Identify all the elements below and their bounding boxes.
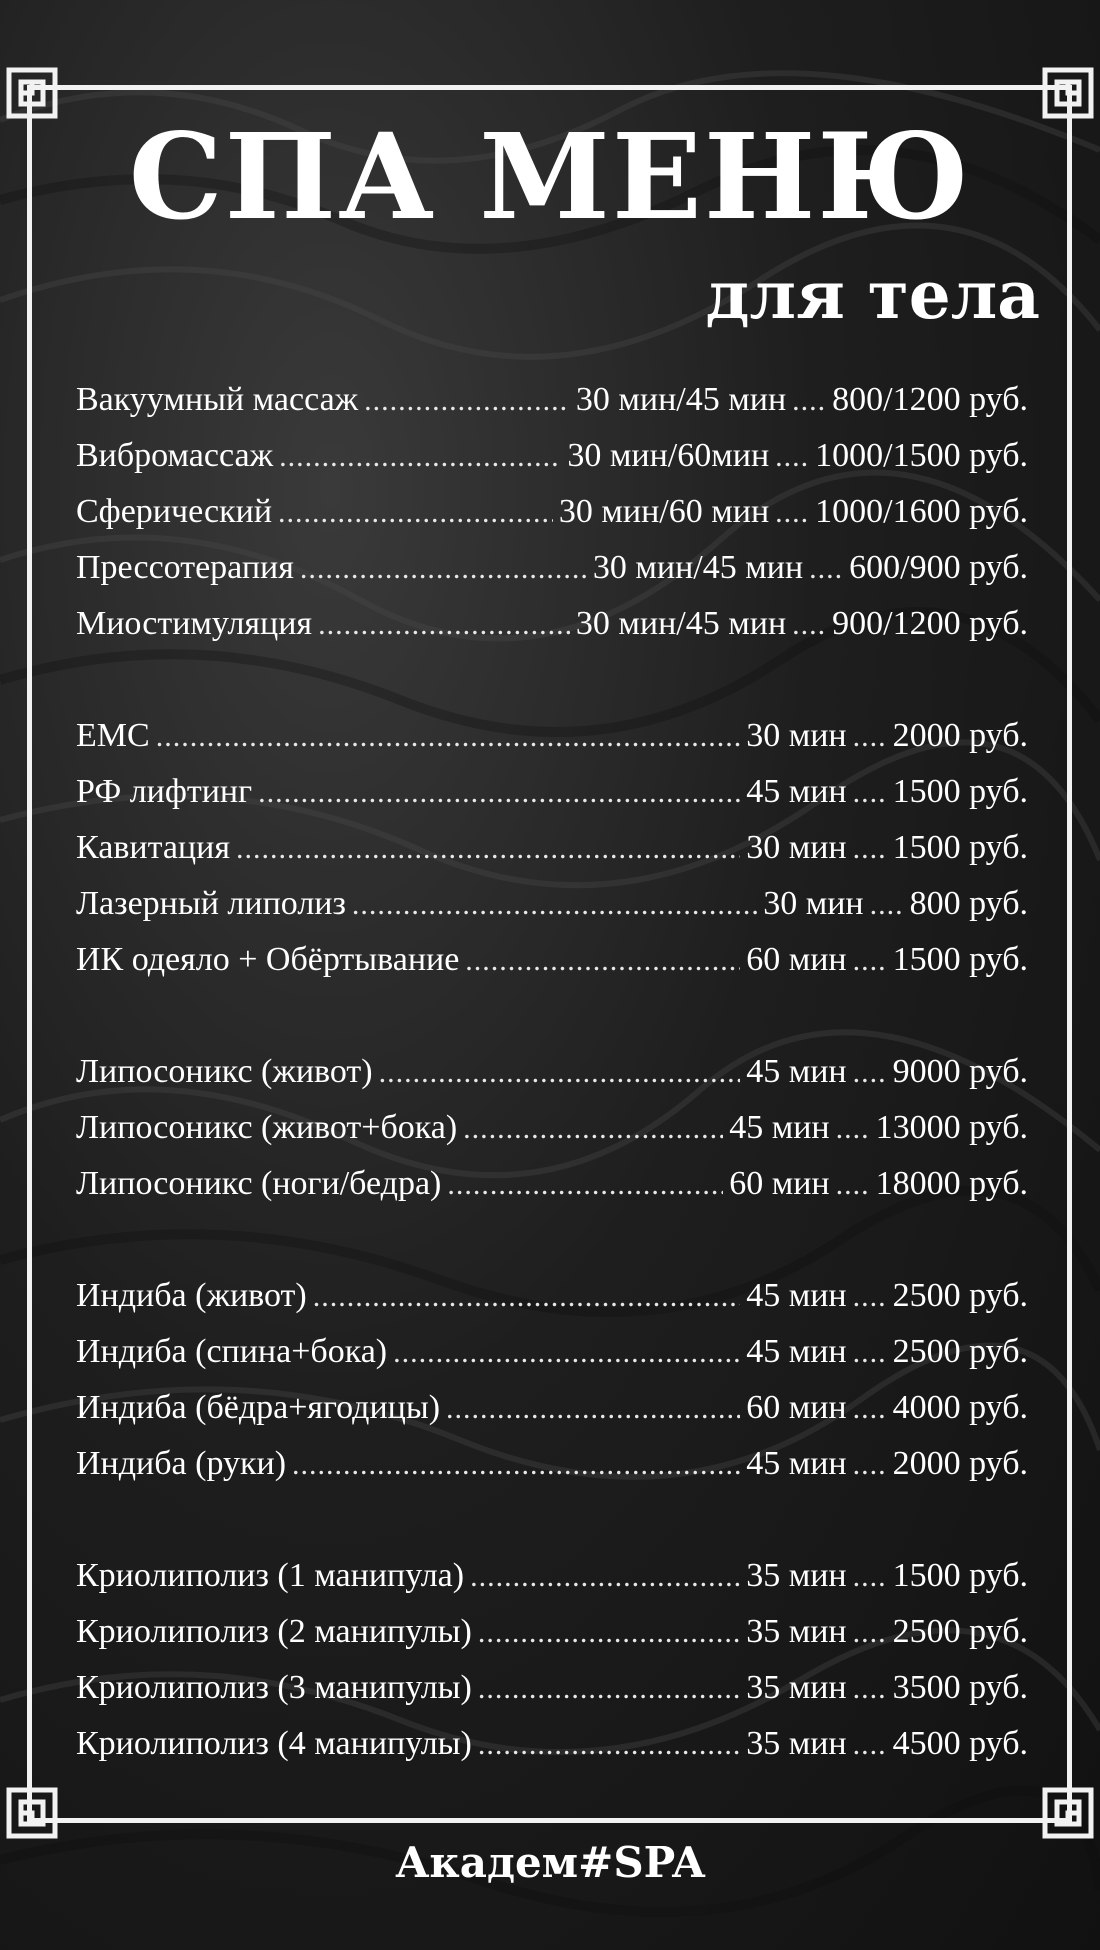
service-row: [76, 1044, 1028, 1100]
service-price: 2000 руб.: [892, 717, 1028, 754]
service-price: 1500 руб.: [892, 773, 1028, 810]
service-row: [76, 1380, 1028, 1436]
dot-leader: [278, 485, 553, 541]
dot-leader: [364, 373, 570, 429]
service-name: Липосоникс (живот+бока): [76, 1109, 458, 1146]
service-duration: 45 мин: [746, 1053, 847, 1090]
dot-leader-short: ....: [852, 1392, 887, 1425]
dot-leader: [258, 765, 740, 821]
service-name: Индиба (живот): [76, 1277, 307, 1314]
service-row: [76, 1716, 1028, 1772]
service-duration: 35 мин: [746, 1725, 847, 1762]
service-name: Вибромассаж: [76, 437, 274, 474]
dot-leader-short: ....: [835, 1168, 870, 1201]
dot-leader-short: ....: [809, 552, 844, 585]
service-row: [76, 1548, 1028, 1604]
service-duration: 45 мин: [746, 1445, 847, 1482]
dot-leader: [478, 1717, 740, 1773]
service-price: 1000/1600 руб.: [815, 493, 1028, 530]
service-price: 800/1200 руб.: [832, 381, 1028, 418]
service-row: [76, 1436, 1028, 1492]
dot-leader-short: ....: [792, 384, 827, 417]
brand-footer: Академ#SPA: [395, 1838, 705, 1887]
greek-key-corner-icon: [5, 66, 59, 120]
dot-leader: [313, 1269, 740, 1325]
service-row: [76, 372, 1028, 428]
service-row: [76, 1156, 1028, 1212]
greek-key-corner-icon: [1041, 1786, 1095, 1840]
service-name: Лазерный липолиз: [76, 885, 346, 922]
service-price: 900/1200 руб.: [832, 605, 1028, 642]
service-price: 2500 руб.: [892, 1333, 1028, 1370]
page-title: СПА МЕНЮ: [128, 107, 972, 246]
service-row: [76, 428, 1028, 484]
service-duration: 45 мин: [729, 1109, 830, 1146]
service-duration: 60 мин: [746, 941, 847, 978]
service-price: 2500 руб.: [892, 1613, 1028, 1650]
service-price: 1500 руб.: [892, 829, 1028, 866]
service-duration: 45 мин: [746, 1333, 847, 1370]
service-price: 3500 руб.: [892, 1669, 1028, 1706]
dot-leader-short: ....: [852, 832, 887, 865]
dot-leader-short: ....: [852, 1056, 887, 1089]
dot-leader: [478, 1605, 740, 1661]
service-duration: 30 мин/45 мин: [575, 605, 787, 642]
service-duration: 30 мин/60 мин: [558, 493, 770, 530]
dot-leader-short: ....: [852, 1672, 887, 1705]
dot-leader-short: ....: [852, 1448, 887, 1481]
service-name: Криолиполиз (1 манипула): [76, 1557, 465, 1594]
dot-leader-short: ....: [852, 944, 887, 977]
service-price: 600/900 руб.: [849, 549, 1028, 586]
service-duration: 35 мин: [746, 1669, 847, 1706]
dot-leader-short: ....: [852, 720, 887, 753]
service-price: 4000 руб.: [892, 1389, 1028, 1426]
dot-leader-short: ....: [852, 776, 887, 809]
dot-leader: [470, 1549, 740, 1605]
dot-leader: [478, 1661, 740, 1717]
service-price: 9000 руб.: [892, 1053, 1028, 1090]
service-name: Сферический: [76, 493, 273, 530]
service-name: Криолиполиз (4 манипулы): [76, 1725, 472, 1762]
dot-leader-short: ....: [852, 1616, 887, 1649]
service-row: [76, 596, 1028, 652]
dot-leader: [446, 1381, 740, 1437]
service-duration: 60 мин: [729, 1165, 830, 1202]
service-row: [76, 1324, 1028, 1380]
service-price: 1500 руб.: [892, 941, 1028, 978]
service-price: 18000 руб.: [875, 1165, 1028, 1202]
service-name: Миостимуляция: [76, 605, 313, 642]
service-duration: 30 мин/45 мин: [592, 549, 804, 586]
page-subtitle: для тела: [705, 256, 1040, 334]
service-duration: 30 мин: [746, 829, 847, 866]
service-name: EMC: [76, 717, 150, 754]
service-name: Прессотерапия: [76, 549, 294, 586]
service-name: Криолиполиз (2 манипулы): [76, 1613, 472, 1650]
service-duration: 30 мин/60мин: [567, 437, 770, 474]
service-group: [76, 708, 1028, 988]
dot-leader-short: ....: [852, 1280, 887, 1313]
dot-leader: [236, 821, 740, 877]
dot-leader: [352, 877, 757, 933]
greek-key-corner-icon: [5, 1786, 59, 1840]
service-duration: 35 мин: [746, 1557, 847, 1594]
service-name: Липосоникс (ноги/бедра): [76, 1165, 442, 1202]
service-name: Вакуумный массаж: [76, 381, 359, 418]
service-row: [76, 932, 1028, 988]
dot-leader: [447, 1157, 723, 1213]
service-row: [76, 484, 1028, 540]
service-name: Липосоникс (живот): [76, 1053, 373, 1090]
service-name: Кавитация: [76, 829, 230, 866]
service-menu: [76, 372, 1028, 1828]
service-price: 2500 руб.: [892, 1277, 1028, 1314]
service-row: [76, 820, 1028, 876]
dot-leader: [292, 1437, 740, 1493]
service-price: 1000/1500 руб.: [815, 437, 1028, 474]
dot-leader-short: ....: [869, 888, 904, 921]
dot-leader-short: ....: [852, 1560, 887, 1593]
dot-leader-short: ....: [792, 608, 827, 641]
dot-leader-short: ....: [775, 440, 810, 473]
service-price: 1500 руб.: [892, 1557, 1028, 1594]
service-duration: 60 мин: [746, 1389, 847, 1426]
service-group: [76, 372, 1028, 652]
dot-leader: [463, 1101, 723, 1157]
dot-leader: [379, 1045, 741, 1101]
service-name: ИК одеяло + Обёртывание: [76, 941, 460, 978]
dot-leader: [393, 1325, 740, 1381]
service-duration: 30 мин: [746, 717, 847, 754]
dot-leader-short: ....: [852, 1728, 887, 1761]
service-duration: 30 мин: [763, 885, 864, 922]
dot-leader-short: ....: [852, 1336, 887, 1369]
service-group: [76, 1268, 1028, 1492]
service-group: [76, 1044, 1028, 1212]
service-duration: 35 мин: [746, 1613, 847, 1650]
service-row: [76, 1660, 1028, 1716]
service-name: Криолиполиз (3 манипулы): [76, 1669, 472, 1706]
service-row: [76, 1100, 1028, 1156]
service-row: [76, 540, 1028, 596]
dot-leader: [156, 709, 741, 765]
service-duration: 45 мин: [746, 773, 847, 810]
service-row: [76, 1604, 1028, 1660]
service-price: 13000 руб.: [875, 1109, 1028, 1146]
dot-leader: [465, 933, 740, 989]
service-group: [76, 1548, 1028, 1772]
dot-leader-short: ....: [775, 496, 810, 529]
service-row: [76, 764, 1028, 820]
service-name: РФ лифтинг: [76, 773, 253, 810]
service-row: [76, 876, 1028, 932]
service-name: Индиба (бёдра+ягодицы): [76, 1389, 441, 1426]
dot-leader: [279, 429, 561, 485]
dot-leader: [300, 541, 587, 597]
service-price: 4500 руб.: [892, 1725, 1028, 1762]
service-name: Индиба (руки): [76, 1445, 287, 1482]
service-price: 800 руб.: [909, 885, 1028, 922]
service-price: 2000 руб.: [892, 1445, 1028, 1482]
service-row: [76, 1268, 1028, 1324]
service-duration: 30 мин/45 мин: [575, 381, 787, 418]
service-name: Индиба (спина+бока): [76, 1333, 388, 1370]
greek-key-corner-icon: [1041, 66, 1095, 120]
dot-leader-short: ....: [835, 1112, 870, 1145]
service-row: [76, 708, 1028, 764]
service-duration: 45 мин: [746, 1277, 847, 1314]
dot-leader: [318, 597, 570, 653]
